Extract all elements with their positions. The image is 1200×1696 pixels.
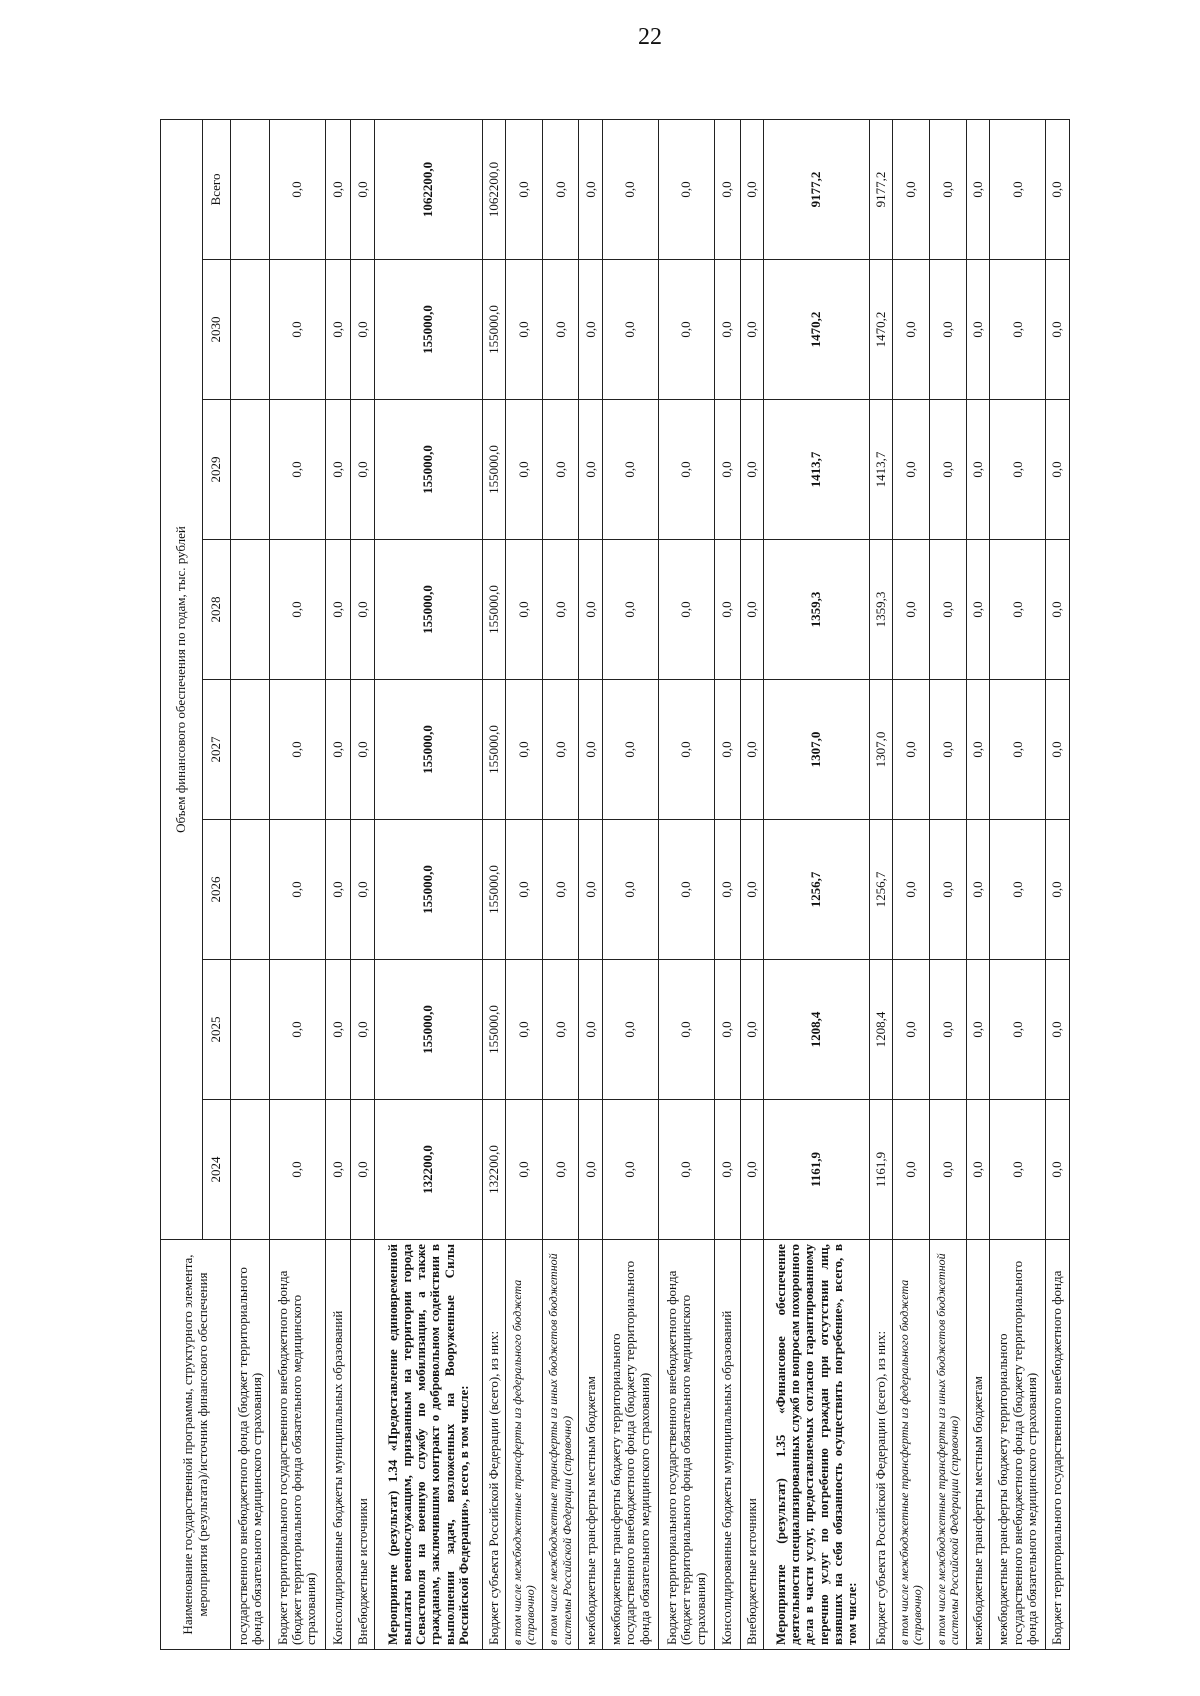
row-value: 0,0 [603,260,659,400]
row-value: 0,0 [269,119,325,259]
row-value: 0,0 [579,540,603,680]
table-row [714,119,740,1649]
row-value: 0,0 [659,540,715,680]
row-value: 0,0 [714,119,740,259]
table-row [659,119,715,1649]
row-name: межбюджетные трансферты местным бюджетам [966,1240,990,1650]
row-value: 0,0 [930,540,967,680]
row-value: 155000,0 [375,400,483,540]
row-value: 0,0 [269,540,325,680]
header-year: 2025 [203,960,231,1100]
row-value: 0,0 [325,680,351,820]
row-name: межбюджетные трансферты бюджету территориального государственного внебюджетного фонда (бюджету территориального фонда обязательного медицинского страхования) [990,1240,1046,1650]
row-name: в том числе межбюджетные трансферты из иных бюджетов бюджетной системы Российской Федерации (справочно) [930,1240,967,1650]
row-value: 1307,0 [869,680,893,820]
row-value: 0,0 [1046,540,1070,680]
row-value: 9177,2 [764,119,869,259]
table-row [269,119,325,1649]
row-value: 0,0 [603,820,659,960]
row-value: 0,0 [506,400,543,540]
row-value: 0,0 [930,400,967,540]
header-year: 2026 [203,820,231,960]
row-value: 0,0 [893,260,930,400]
row-value: 0,0 [740,119,764,259]
row-value: 155000,0 [482,540,506,680]
row-value: 0,0 [966,820,990,960]
row-name: межбюджетные трансферты местным бюджетам [579,1240,603,1650]
row-value: 0,0 [659,820,715,960]
row-value: 0,0 [325,1100,351,1240]
row-value: 0,0 [542,820,579,960]
row-name: Бюджет территориального государственного внебюджетного фонда (бюджет территориального фонда обязательного медицинского страхования) [269,1240,325,1650]
row-value: 0,0 [990,119,1046,259]
row-value: 155000,0 [375,260,483,400]
row-value: 132200,0 [482,1100,506,1240]
row-value: 0,0 [603,400,659,540]
row-value [231,1100,270,1240]
header-volume: Объем финансового обеспечения по годам, тыс. рублей [161,119,203,1239]
row-value: 1413,7 [869,400,893,540]
row-value: 155000,0 [482,960,506,1100]
row-value: 0,0 [740,820,764,960]
row-value: 155000,0 [375,680,483,820]
row-value: 0,0 [269,1100,325,1240]
table-row [579,119,603,1649]
row-value: 0,0 [714,540,740,680]
row-value: 0,0 [659,680,715,820]
row-name: Бюджет субъекта Российской Федерации (всего), из них: [482,1240,506,1650]
row-value: 0,0 [659,400,715,540]
row-value: 0,0 [506,1100,543,1240]
row-value: 0,0 [714,680,740,820]
row-value: 0,0 [714,1100,740,1240]
row-value: 0,0 [930,260,967,400]
row-name: в том числе межбюджетные трансферты из федерального бюджета (справочно) [893,1240,930,1650]
row-value: 0,0 [1046,119,1070,259]
row-value: 9177,2 [869,119,893,259]
row-value: 1161,9 [869,1100,893,1240]
row-value: 0,0 [966,400,990,540]
table-row [893,119,930,1649]
header-year: 2029 [203,400,231,540]
row-value: 0,0 [579,680,603,820]
header-name: Наименование государственной программы, структурного элемента, мероприятия (результата)/источник финансового обеспечения [161,1240,231,1650]
table-row [990,119,1046,1649]
row-value: 0,0 [506,540,543,680]
page-number: 22 [638,24,662,50]
row-value: 0,0 [351,119,375,259]
row-value: 0,0 [579,400,603,540]
row-value: 0,0 [990,680,1046,820]
row-value: 0,0 [603,1100,659,1240]
row-value: 0,0 [966,260,990,400]
row-value: 0,0 [325,119,351,259]
row-value: 0,0 [714,260,740,400]
row-name: Бюджет субъекта Российской Федерации (всего), из них: [869,1240,893,1650]
header-year: 2024 [203,1100,231,1240]
row-value: 0,0 [714,400,740,540]
row-value: 0,0 [966,119,990,259]
row-value: 0,0 [930,680,967,820]
row-value: 1062200,0 [375,119,483,259]
row-value: 0,0 [1046,260,1070,400]
table-row [966,119,990,1649]
table-row [506,119,543,1649]
row-value: 0,0 [506,960,543,1100]
header-year: 2030 [203,260,231,400]
row-value: 0,0 [930,820,967,960]
row-value: 0,0 [542,540,579,680]
row-value: 0,0 [659,960,715,1100]
row-value: 1161,9 [764,1100,869,1240]
row-value: 0,0 [269,960,325,1100]
row-value: 0,0 [603,540,659,680]
table-row [1046,119,1070,1649]
finance-table [160,119,1070,1650]
row-name: государственного внебюджетного фонда (бюджет территориального фонда обязательного медицинского страхования) [231,1240,270,1650]
row-value: 0,0 [351,960,375,1100]
row-value: 0,0 [740,540,764,680]
row-name: Консолидированные бюджеты муниципальных образований [714,1240,740,1650]
row-value: 0,0 [714,960,740,1100]
row-name: межбюджетные трансферты бюджету территориального государственного внебюджетного фонда (бюджету территориального фонда обязательного медицинского страхования) [603,1240,659,1650]
row-value: 0,0 [1046,820,1070,960]
row-value: 0,0 [506,680,543,820]
row-value: 0,0 [542,680,579,820]
table-row [231,119,270,1649]
row-value: 0,0 [740,400,764,540]
row-value: 0,0 [659,119,715,259]
row-value: 0,0 [269,260,325,400]
row-value: 1413,7 [764,400,869,540]
row-value: 0,0 [740,680,764,820]
row-value [231,540,270,680]
header-year: 2028 [203,540,231,680]
row-value: 0,0 [325,820,351,960]
row-value: 155000,0 [375,820,483,960]
row-value: 0,0 [1046,960,1070,1100]
row-value: 155000,0 [375,960,483,1100]
row-name: Консолидированные бюджеты муниципальных образований [325,1240,351,1650]
row-value: 1359,3 [869,540,893,680]
row-value: 0,0 [740,1100,764,1240]
table-row [482,119,506,1649]
row-value: 0,0 [351,820,375,960]
row-value: 0,0 [542,260,579,400]
row-value: 1307,0 [764,680,869,820]
row-value: 0,0 [893,540,930,680]
row-name: Внебюджетные источники [740,1240,764,1650]
table-row [930,119,967,1649]
row-value: 0,0 [659,260,715,400]
row-value: 1470,2 [869,260,893,400]
table-row [375,119,483,1649]
row-value: 0,0 [603,119,659,259]
row-value: 0,0 [966,680,990,820]
row-value: 0,0 [740,260,764,400]
row-value: 0,0 [579,119,603,259]
row-value: 0,0 [893,820,930,960]
row-value: 0,0 [325,400,351,540]
row-value: 0,0 [893,400,930,540]
row-value: 155000,0 [375,540,483,680]
row-value: 0,0 [603,680,659,820]
row-name: в том числе межбюджетные трансферты из федерального бюджета (справочно) [506,1240,543,1650]
row-value: 0,0 [603,960,659,1100]
row-value: 0,0 [542,1100,579,1240]
row-value: 155000,0 [482,400,506,540]
row-value: 0,0 [542,960,579,1100]
row-value: 0,0 [351,680,375,820]
row-value: 155000,0 [482,820,506,960]
row-value: 1470,2 [764,260,869,400]
row-value: 155000,0 [482,260,506,400]
rotated-table-container [160,120,1070,1650]
row-value: 0,0 [351,260,375,400]
row-value [231,400,270,540]
row-value: 0,0 [269,400,325,540]
row-value: 0,0 [579,960,603,1100]
row-name: Мероприятие (результат) 1.34 «Предоставление единовременной выплаты военнослужащим, призванным на территории города Севастополя на военную службу по мобилизации, а также гражданам, заключившим контракт о добровольном содействии в выполнении задач, возложенных на Вооруженные Силы Российской Федерации», всего, в том числе: [375,1240,483,1650]
row-value: 0,0 [966,1100,990,1240]
row-value [231,960,270,1100]
row-value: 1359,3 [764,540,869,680]
header-year: 2027 [203,680,231,820]
row-name: в том числе межбюджетные трансферты из иных бюджетов бюджетной системы Российской Федерации (справочно) [542,1240,579,1650]
row-value: 0,0 [351,1100,375,1240]
row-value: 0,0 [579,1100,603,1240]
row-value: 0,0 [1046,680,1070,820]
row-value: 1208,4 [764,960,869,1100]
row-value: 132200,0 [375,1100,483,1240]
row-value: 0,0 [930,1100,967,1240]
row-value: 0,0 [579,260,603,400]
row-value: 0,0 [893,119,930,259]
table-row [869,119,893,1649]
row-value: 0,0 [325,260,351,400]
row-value [231,820,270,960]
row-value [231,260,270,400]
row-value: 0,0 [893,1100,930,1240]
row-value: 0,0 [542,400,579,540]
table-row [740,119,764,1649]
table-row [351,119,375,1649]
row-name: Бюджет территориального государственного внебюджетного фонда (бюджет территориального фонда обязательного медицинского страхования) [659,1240,715,1650]
row-value: 0,0 [893,680,930,820]
row-value: 0,0 [966,540,990,680]
row-value: 0,0 [990,820,1046,960]
row-value: 0,0 [325,960,351,1100]
row-value: 0,0 [351,400,375,540]
row-value: 0,0 [990,540,1046,680]
row-value: 0,0 [659,1100,715,1240]
table-row [603,119,659,1649]
header-total: Всего [203,119,231,259]
row-value: 0,0 [930,960,967,1100]
row-name: Внебюджетные источники [351,1240,375,1650]
row-value: 0,0 [990,1100,1046,1240]
table-row [325,119,351,1649]
row-value: 0,0 [990,260,1046,400]
row-value: 0,0 [990,960,1046,1100]
row-value: 0,0 [990,400,1046,540]
row-value [231,119,270,259]
row-value: 1256,7 [764,820,869,960]
row-value: 1062200,0 [482,119,506,259]
table-row [542,119,579,1649]
row-value: 155000,0 [482,680,506,820]
row-value: 1256,7 [869,820,893,960]
table-row [764,119,869,1649]
row-value: 0,0 [351,540,375,680]
row-value: 0,0 [930,119,967,259]
row-value: 1208,4 [869,960,893,1100]
row-value: 0,0 [506,820,543,960]
row-value: 0,0 [506,260,543,400]
row-name: Мероприятие (результат) 1.35 «Финансовое обеспечение деятельности специализированных служб по вопросам похоронного дела в части услуг, предоставляемых согласно гарантированному перечню услуг по погребению граждан при отсутствии лиц, взявших на себя обязанность осуществить погребение», всего, в том числе: [764,1240,869,1650]
row-value: 0,0 [893,960,930,1100]
row-value: 0,0 [1046,400,1070,540]
row-value: 0,0 [714,820,740,960]
row-value: 0,0 [506,119,543,259]
row-value: 0,0 [1046,1100,1070,1240]
row-value: 0,0 [579,820,603,960]
row-value: 0,0 [325,540,351,680]
row-name: Бюджет территориального государственного внебюджетного фонда [1046,1240,1070,1650]
row-value: 0,0 [269,820,325,960]
row-value: 0,0 [966,960,990,1100]
row-value: 0,0 [269,680,325,820]
row-value: 0,0 [542,119,579,259]
row-value [231,680,270,820]
row-value: 0,0 [740,960,764,1100]
